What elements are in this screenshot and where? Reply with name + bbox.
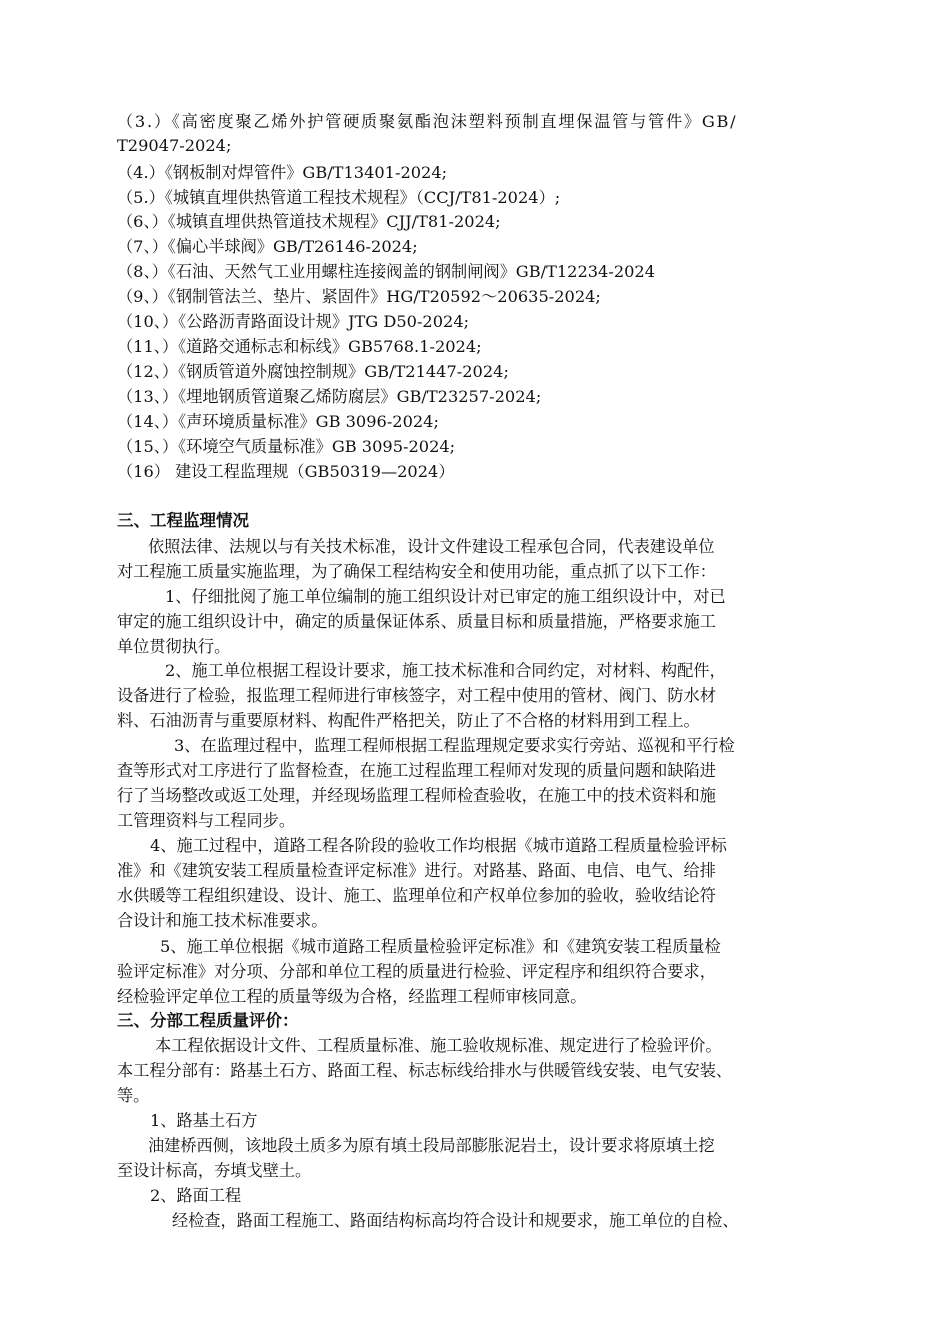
- standard-item: T29047-2024;: [117, 136, 232, 155]
- paragraph-line: 料、石油沥青与重要原材料、构配件严格把关，防止了不合格的材料用到工程上。: [117, 711, 700, 730]
- standard-item: （13、）《埋地钢质管道聚乙烯防腐层》GB/T23257-2024;: [117, 387, 542, 406]
- standard-item: （11、）《道路交通标志和标线》GB5768.1-2024;: [117, 337, 482, 356]
- standard-item: （15、）《环境空气质量标准》GB 3095-2024;: [117, 437, 456, 456]
- section-heading: 三、工程监理情况: [117, 511, 249, 530]
- standard-item: （8、）《石油、天然气工业用螺柱连接阀盖的钢制闸阀》GB/T12234-2024: [117, 262, 656, 281]
- paragraph-line: 审定的施工组织设计中，确定的质量保证体系、质量目标和质量措施，严格要求施工: [117, 612, 716, 631]
- paragraph-line: 验评定标准》对分项、分部和单位工程的质量进行检验、评定程序和组织符合要求，: [117, 962, 716, 981]
- paragraph-line: 水供暖等工程组织建设、设计、施工、监理单位和产权单位参加的验收，验收结论符: [117, 886, 716, 905]
- paragraph-line: 依照法律、法规以与有关技术标准，设计文件建设工程承包合同，代表建设单位: [148, 537, 715, 556]
- standard-item: （10、）《公路沥青路面设计规》JTG D50-2024;: [117, 312, 470, 331]
- paragraph-line: 2、施工单位根据工程设计要求，施工技术标准和合同约定，对材料、构配件，: [165, 661, 726, 680]
- standard-item: （16） 建设工程监理规（GB50319—2024）: [117, 462, 455, 481]
- paragraph-line: 对工程施工质量实施监理，为了确保工程结构安全和使用功能，重点抓了以下工作：: [117, 562, 716, 581]
- paragraph-line: 合设计和施工技术标准要求。: [117, 911, 328, 930]
- paragraph-line: 5、施工单位根据《城市道路工程质量检验评定标准》和《建筑安装工程质量检: [160, 937, 721, 956]
- paragraph-line: 准》和《建筑安装工程质量检查评定标准》进行。对路基、路面、电信、电气、给排: [117, 861, 716, 880]
- subsection-title: 2、路面工程: [150, 1186, 242, 1205]
- section-heading: 三、分部工程质量评价：: [117, 1011, 299, 1030]
- paragraph-line: 至设计标高，夯填戈壁土。: [117, 1161, 312, 1180]
- subsection-title: 1、路基土石方: [150, 1111, 258, 1130]
- paragraph-line: 设备进行了检验，报监理工程师进行审核签字，对工程中使用的管材、阀门、防水材: [117, 686, 716, 705]
- standard-item: （4.）《钢板制对焊管件》GB/T13401-2024;: [117, 163, 448, 182]
- paragraph-line: 工管理资料与工程同步。: [117, 811, 296, 830]
- standard-item: （14、）《声环境质量标准》GB 3096-2024;: [117, 412, 439, 431]
- standard-item: （7、）《偏心半球阀》GB/T26146-2024;: [117, 237, 418, 256]
- paragraph-line: 油建桥西侧，该地段土质多为原有填土段局部膨胀泥岩土，设计要求将原填土挖: [148, 1136, 715, 1155]
- paragraph-line: 单位贯彻执行。: [117, 637, 231, 656]
- paragraph-line: 经检验评定单位工程的质量等级为合格，经监理工程师审核同意。: [117, 987, 587, 1006]
- paragraph-line: 1、仔细批阅了施工单位编制的施工组织设计对已审定的施工组织设计中，对已: [165, 587, 726, 606]
- paragraph-line: 行了当场整改或返工处理，并经现场监理工程师检查验收，在施工中的技术资料和施: [117, 786, 716, 805]
- paragraph-line: 本工程依据设计文件、工程质量标准、施工验收规标准、规定进行了检验评价。: [155, 1036, 722, 1055]
- paragraph-line: 4、施工过程中，道路工程各阶段的验收工作均根据《城市道路工程质量检验评标: [150, 836, 727, 855]
- paragraph-line: 3、在监理过程中，监理工程师根据工程监理规定要求实行旁站、巡视和平行检: [174, 736, 735, 755]
- standard-item: （3.）《高密度聚乙烯外护管硬质聚氨酯泡沫塑料预制直埋保温管与管件》GB/: [117, 112, 738, 131]
- standard-item: （5.）《城镇直埋供热管道工程技术规程》（CCJ/T81-2024）;: [117, 188, 561, 207]
- paragraph-line: 经检查，路面工程施工、路面结构标高均符合设计和规要求，施工单位的自检、: [172, 1211, 739, 1230]
- paragraph-line: 查等形式对工序进行了监督检查，在施工过程监理工程师对发现的质量问题和缺陷进: [117, 761, 716, 780]
- paragraph-line: 本工程分部有：路基土石方、路面工程、标志标线给排水与供暖管线安装、电气安装、: [117, 1061, 733, 1080]
- standard-item: （9、）《钢制管法兰、垫片、紧固件》HG/T20592～20635-2024;: [117, 287, 601, 306]
- paragraph-line: 等。: [117, 1086, 150, 1105]
- standard-item: （6、）《城镇直埋供热管道技术规程》CJJ/T81-2024;: [117, 212, 501, 231]
- standard-item: （12、）《钢质管道外腐蚀控制规》GB/T21447-2024;: [117, 362, 509, 381]
